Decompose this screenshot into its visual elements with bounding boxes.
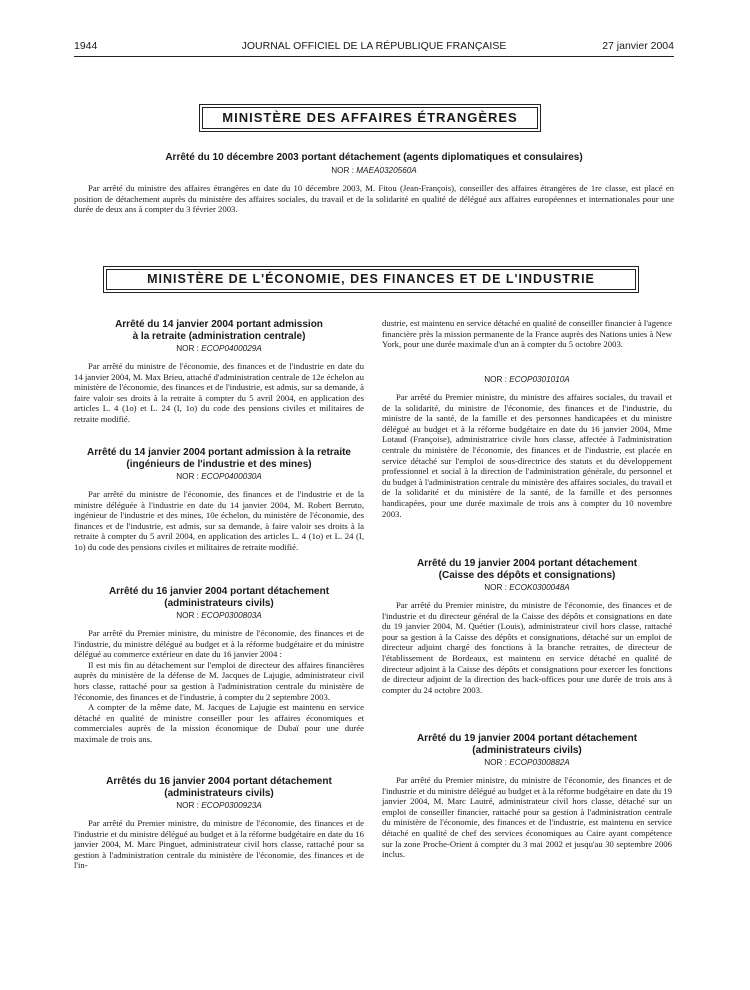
- nor-label: NOR :: [484, 375, 510, 384]
- article-body: [74, 489, 364, 553]
- article-body: [74, 628, 364, 745]
- title-line: Arrêté du 16 janvier 2004 portant détachement: [108, 586, 330, 597]
- nor-label: NOR :: [176, 344, 202, 353]
- running-header: [74, 40, 674, 54]
- title-line: (administrateurs civils): [472, 745, 582, 756]
- nor-code: ECOP0300882A: [509, 758, 570, 767]
- article-title: [74, 776, 364, 800]
- title-line: Arrêtés du 16 janvier 2004 portant détachement: [106, 776, 332, 787]
- article-body: [382, 392, 672, 519]
- paragraph: Par arrêté du ministre de l'économie, des finances et de l'industrie et de la ministre déléguée à l'industrie en date du 14 janvier 2004, M. Robert Berruto, ingénieur de l'industrie et des mines, 10e échelon, du ministère de l'économie, des finances et de l'industrie, est admis, sur sa demande, à faire valoir ses droits à la retraite à compter du 5 avril 2004, en application des articles L. 4 (1o) et L. 24 (I, 1o) du code des pensions civiles et militaires de retraite modifié.: [74, 489, 364, 552]
- title-line: à la retraite (administration centrale): [132, 331, 306, 342]
- nor-label: NOR :: [176, 611, 202, 620]
- article-body: [74, 361, 364, 425]
- title-line: (administrateurs civils): [164, 598, 274, 609]
- nor-code: ECOP0300923A: [201, 801, 262, 810]
- article-body: [382, 775, 672, 860]
- paragraph: Par arrêté du Premier ministre, du ministre de l'économie, des finances et de l'industrie et du ministre délégué au budget et à la réforme budgétaire en date du 19 janvier 2004, M. Marc Lautré, administrateur civil hors classe, détaché sur un emploi de conseiller financier, rattaché pour sa gestion à l'administration centrale du ministère de l'économie, des finances et de l'industrie, est maintenu en service détaché en qualité de chef des services économiques au Caire ayant compétence sur la zone Proche-Orient à compter du 3 mai 2002 et jusqu'au 30 septembre 2006 inclus.: [382, 775, 672, 860]
- article-title: [74, 319, 364, 343]
- nor-reference: [382, 583, 672, 593]
- section-heading-economie: [103, 266, 639, 293]
- paragraph: Par arrêté du Premier ministre, du ministre de l'économie, des finances et de l'industrie et du ministre délégué au budget et à la réforme budgétaire en date du 16 janvier 2004, M. Marc Pinguet, administrateur civil hors classe, rattaché pour sa gestion à l'administration centrale du ministère de l'économie, des finances et de l'in-: [74, 818, 364, 871]
- section-title: MINISTÈRE DES AFFAIRES ÉTRANGÈRES: [202, 107, 538, 129]
- title-line: Arrêté du 14 janvier 2004 portant admission à la retraite: [87, 447, 351, 458]
- paragraph: Par arrêté du Premier ministre, du ministre des affaires sociales, du travail et de la solidarité, du ministre de l'économie, des finances et de l'industrie, du ministre de la santé, de la famille et des personnes handicapées et du ministre délégué au budget et à la réforme budgétaire en date du 16 janvier 2004, Mme Lotaud (Françoise), administratrice civile hors classe, affectée à l'administration centrale du ministère de l'économie, des finances et de l'industrie, est placée en service détaché sur l'emploi de sous-directrice des statuts et du développement professionnel et social à la direction de l'administration générale, du personnel et du budget à l'administration centrale du ministère des affaires sociales, du travail et de la solidarité et du ministère de la santé, de la famille et des personnes handicapées, pour une durée maximale de trois ans à compter du 10 novembre 2003.: [382, 392, 672, 519]
- header-rule: [74, 56, 674, 57]
- article-body: [382, 600, 672, 695]
- nor-reference: [74, 611, 364, 621]
- nor-code: ECOP0400030A: [201, 472, 262, 481]
- paragraph: Par arrêté du ministre des affaires étrangères en date du 10 décembre 2003, M. Fitou (Jean-François), conseiller des affaires étrangères de 1re classe, est placé en position de détachement auprès du ministère des affaires sociales, du travail et de la solidarité en qualité de délégué aux affaires européennes et internationales pour une durée de deux ans à compter du 3 février 2003.: [74, 183, 674, 215]
- paragraph: dustrie, est maintenu en service détaché en qualité de conseiller financier à l'agence financière près la mission permanente de la France auprès des Nations unies à New York, pour une durée maximale d'un an à compter du 5 octobre 2003.: [382, 318, 672, 350]
- title-line: (Caisse des dépôts et consignations): [438, 570, 616, 581]
- article-title: [382, 733, 672, 757]
- nor-label: NOR :: [176, 472, 202, 481]
- nor-label: NOR :: [176, 801, 202, 810]
- nor-code: MAEA0320560A: [356, 166, 417, 175]
- paragraph: Par arrêté du ministre de l'économie, des finances et de l'industrie en date du 14 janvier 2004, M. Max Brieu, attaché d'administration centrale de 12e échelon au ministère de l'économie, des finances et de l'industrie, est admis, sur sa demande, à faire valoir ses droits à la retraite à compter du 5 avril 2004, en application des articles L. 4 (1o) et L. 24 (I, 1o) du code des pensions civiles et militaires de retraite modifié.: [74, 361, 364, 424]
- nor-reference: [74, 801, 364, 811]
- nor-reference: [74, 166, 674, 176]
- nor-reference: [74, 472, 364, 482]
- article-body: [74, 183, 674, 215]
- page-number: 1944: [74, 40, 98, 52]
- nor-reference: [382, 758, 672, 768]
- paragraph: Par arrêté du Premier ministre, du ministre de l'économie, des finances et de l'industrie et du directeur général de la Caisse des dépôts et consignations en date du 19 janvier 2004, M. Quétier (Louis), administrateur civil hors classe, rattaché pour sa gestion à la Caisse des dépôts et consignations, détaché sur un emploi de directeur adjoint chargé des fonctions à la branche retraites, de directeur de l'établissement de Bordeaux, est maintenu en service détaché en qualité de directeur adjoint à la Caisse des dépôts et consignations pour exercer les fonctions de directeur adjoint de la direction des back-offices pour une durée de trois ans à compter du 24 octobre 2003.: [382, 600, 672, 695]
- journal-title: JOURNAL OFFICIEL DE LA RÉPUBLIQUE FRANÇAISE: [241, 40, 507, 52]
- nor-label: NOR :: [331, 166, 357, 175]
- paragraph: Par arrêté du Premier ministre, du ministre de l'économie, des finances et de l'industrie, du ministre délégué au budget et à la réforme budgétaire et du ministre délégué au commerce extérieur en date du 16 janvier 2004 :: [74, 628, 364, 660]
- paragraph: A compter de la même date, M. Jacques de Lajugie est maintenu en service détaché en qualité de ministre conseiller pour les affaires économiques et commerciales auprès de la mission économique de Dubaï pour une durée maximale de trois ans.: [74, 702, 364, 744]
- title-line: (administrateurs civils): [164, 788, 274, 799]
- article-body: [74, 818, 364, 871]
- section-title: MINISTÈRE DE L'ÉCONOMIE, DES FINANCES ET DE L'INDUSTRIE: [106, 269, 636, 290]
- article-title: [382, 558, 672, 582]
- title-line: Arrêté du 19 janvier 2004 portant détachement: [416, 558, 638, 569]
- article-body-continued: [382, 318, 672, 350]
- paragraph: Il est mis fin au détachement sur l'emploi de directeur des affaires financières auprès du ministère de la défense de M. Jacques de Lajugie, administrateur civil hors classe, rattaché pour sa gestion à l'administration centrale du ministère de l'économie, des finances et de l'industrie, à compter du 2 septembre 2003.: [74, 659, 364, 702]
- nor-code: ECOP0400029A: [201, 344, 262, 353]
- title-line: Arrêté du 19 janvier 2004 portant détachement: [416, 733, 638, 744]
- nor-label: NOR :: [484, 758, 510, 767]
- article-title: Arrêté du 10 décembre 2003 portant détachement (agents diplomatiques et consulaires): [165, 152, 583, 163]
- title-line: (ingénieurs de l'industrie et des mines): [126, 459, 312, 470]
- nor-code: ECOP0301010A: [509, 375, 570, 384]
- issue-date: 27 janvier 2004: [602, 40, 674, 52]
- nor-reference: [74, 344, 364, 354]
- nor-label: NOR :: [484, 583, 510, 592]
- nor-code: ECOK0300048A: [509, 583, 570, 592]
- section-heading-affaires-etrangeres: [199, 104, 541, 132]
- article-title: [74, 447, 364, 471]
- article-title: [74, 586, 364, 610]
- nor-code: ECOP0300803A: [201, 611, 262, 620]
- nor-reference: [382, 375, 672, 385]
- title-line: Arrêté du 14 janvier 2004 portant admission: [115, 319, 323, 330]
